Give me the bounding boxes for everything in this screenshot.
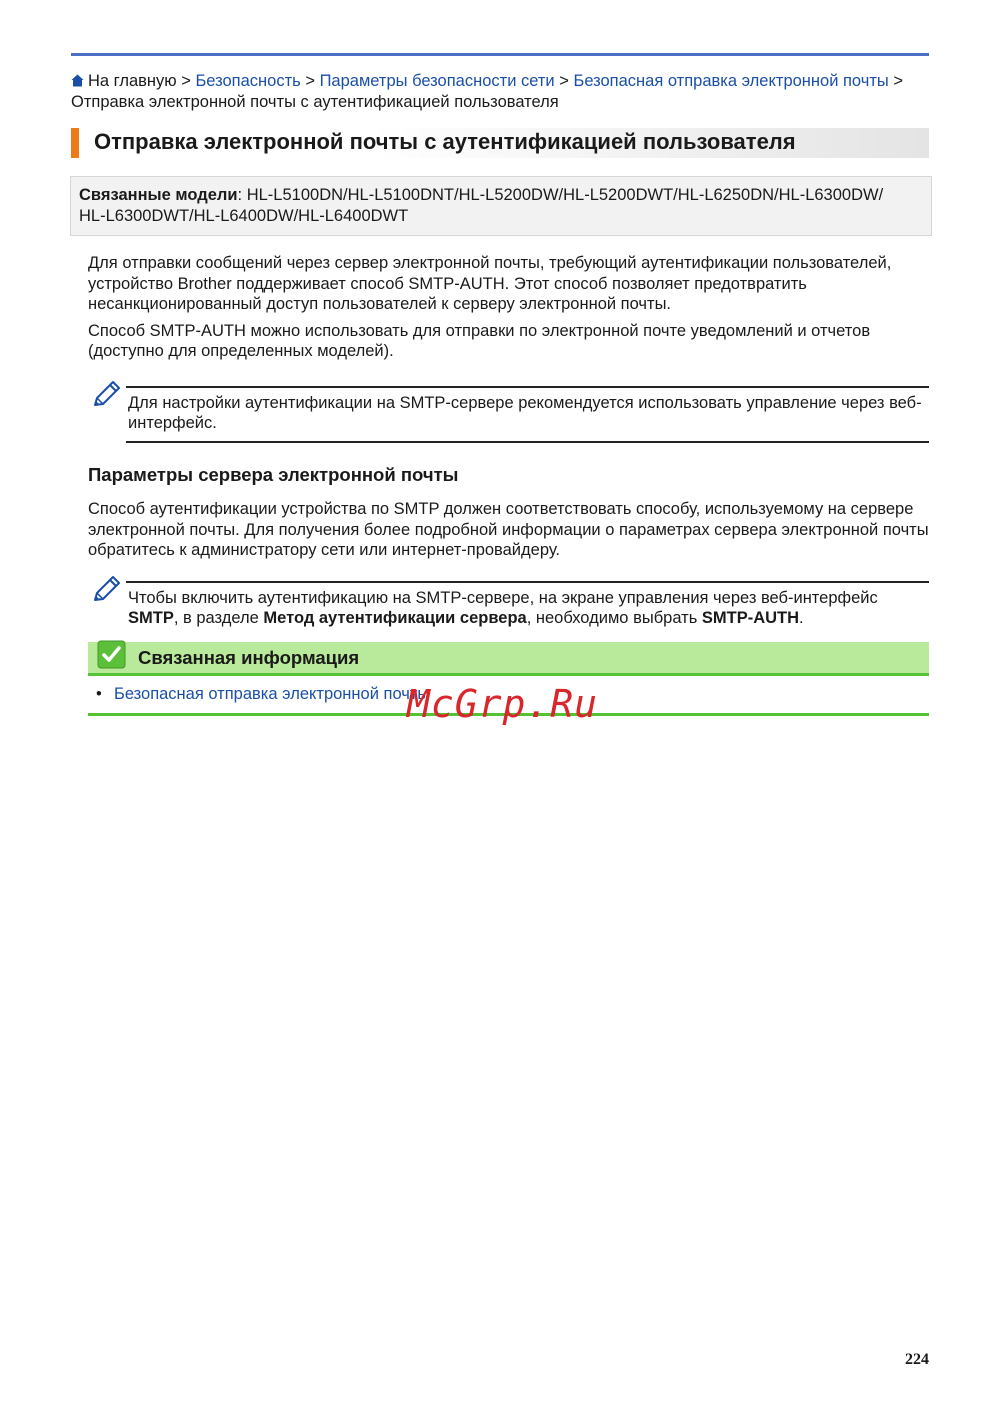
pencil-note-icon	[91, 574, 123, 606]
breadcrumb-link-secure-email[interactable]: Безопасная отправка электронной почты	[573, 72, 889, 90]
related-link-secure-email[interactable]: Безопасная отправка электронной почты	[114, 685, 430, 703]
note-text-part: .	[799, 609, 804, 627]
models-colon: :	[237, 186, 247, 204]
section-heading: Параметры сервера электронной почты	[88, 463, 459, 485]
related-models-box	[70, 176, 932, 236]
note-web-management	[88, 386, 929, 443]
home-icon[interactable]	[71, 74, 84, 87]
top-rule	[71, 53, 929, 56]
page-title: Отправка электронной почты с аутентификацией пользователя	[94, 129, 796, 154]
watermark-logo: McGrp.Ru	[407, 682, 599, 726]
note-bold-smtp: SMTP	[128, 609, 174, 627]
note-rule-bottom	[126, 441, 929, 443]
note-text: Для настройки аутентификации на SMTP-сервере рекомендуется использовать управление через веб-интерфейс.	[128, 393, 922, 432]
section-paragraph: Способ аутентификации устройства по SMTP должен соответствовать способу, используемому на сервере электронной почты. Для получения более подробной информации о параметрах сервера электронной почты обратитесь к администратору сети или интернет-провайдеру.	[88, 500, 929, 559]
breadcrumb-home: На главную	[88, 72, 177, 90]
breadcrumb-link-security[interactable]: Безопасность	[195, 72, 301, 90]
breadcrumb-link-network-security[interactable]: Параметры безопасности сети	[319, 72, 555, 90]
note-text	[128, 583, 929, 636]
related-info-title: Связанная информация	[138, 647, 360, 668]
related-models-line1: HL-L5100DN/HL-L5100DNT/HL-L5200DW/HL-L5200DWT/HL-L6250DN/HL-L6300DW/	[246, 186, 884, 204]
breadcrumb-separator: >	[181, 72, 191, 90]
breadcrumb-separator: >	[559, 72, 569, 90]
page-number: 224	[905, 1351, 929, 1368]
title-bar	[71, 128, 929, 158]
note-text-part: Чтобы включить аутентификацию на SMTP-сервере, на экране управления через веб-интерфейс	[128, 588, 878, 607]
breadcrumb-separator: >	[305, 72, 315, 90]
title-accent	[71, 128, 79, 158]
related-models-label: Связанные модели	[79, 186, 238, 204]
note-enable-smtp-auth	[88, 581, 929, 636]
checkmark-icon	[97, 640, 126, 669]
related-info-header	[88, 642, 929, 676]
pencil-note-icon	[91, 379, 123, 411]
note-text-part: , необходимо выбрать	[526, 609, 702, 627]
related-models-line2: HL-L6300DWT/HL-L6400DW/HL-L6400DWT	[79, 207, 409, 225]
note-bold-auth-method: Метод аутентификации сервера	[263, 609, 527, 627]
breadcrumb-separator: >	[893, 72, 903, 90]
intro-paragraph-2: Способ SMTP-AUTH можно использовать для отправки по электронной почте уведомлений и отчетов (доступно для определенных моделей).	[88, 321, 871, 360]
intro-paragraph-1: Для отправки сообщений через сервер электронной почты, требующий аутентификации пользователей, устройство Brother поддерживает способ SMTP-AUTH. Этот способ позволяет предотвратить несанкционированный доступ пользователей к серверу электронной почты.	[88, 254, 892, 313]
breadcrumb-current: Отправка электронной почты с аутентификацией пользователя	[71, 93, 559, 111]
breadcrumb	[71, 71, 929, 113]
main-content	[88, 253, 929, 636]
note-text-part: , в разделе	[173, 609, 264, 627]
note-bold-smtp-auth: SMTP-AUTH	[701, 609, 800, 627]
